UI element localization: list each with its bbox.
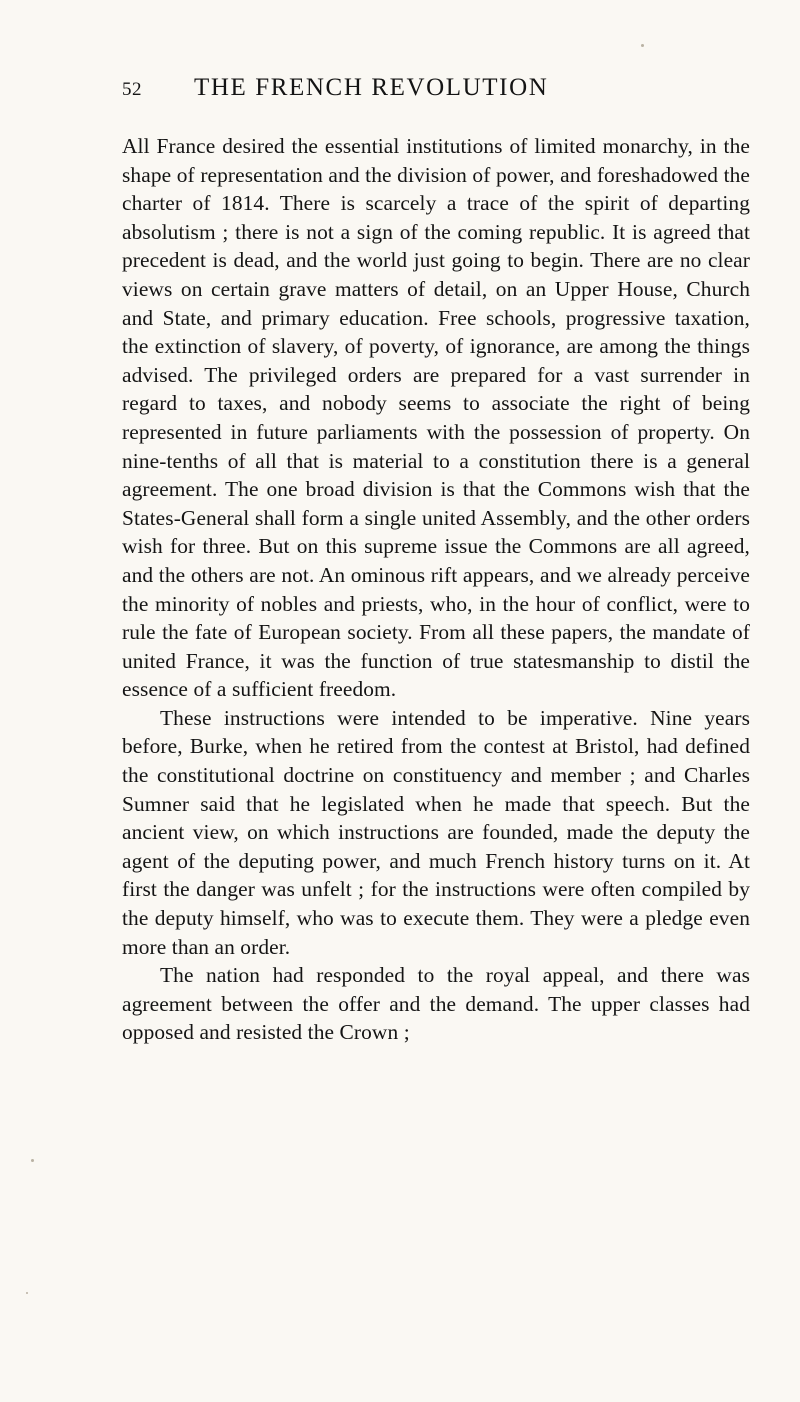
running-head: THE FRENCH REVOLUTION [194, 74, 549, 101]
page-header [122, 74, 750, 102]
paper-speck [641, 44, 644, 47]
body-paragraph: These instructions were intended to be imperative. Nine years before, Burke, when he retired from the contest at Bristol, had defined the constitutional doctrine on constituency and member ; and Charles Sumner said that he legislated when he made that speech. But the ancient view, on which instructions are founded, made the deputy the agent of the deputing power, and much French history turns on it. At first the danger was unfelt ; for the instructions were often compiled by the deputy himself, who was to execute them. They were a pledge even more than an order. [122, 705, 750, 959]
body-paragraph: The nation had responded to the royal appeal, and there was agreement between the offer and the demand. The upper classes had opposed and resisted the Crown ; [122, 963, 750, 1045]
paper-speck [31, 1159, 34, 1162]
body-paragraph: All France desired the essential institutions of limited monarchy, in the shape of representation and the division of power, and foreshadowed the charter of 1814. There is scarcely a trace of the spirit of departing absolutism ; there is not a sign of the coming republic. It is agreed that precedent is dead, and the world just going to begin. There are no clear views on certain grave matters of detail, on an Upper House, Church and State, and primary education. Free schools, progressive taxation, the extinction of slavery, of poverty, of ignorance, are among the things advised. The privileged orders are prepared for a vast surrender in regard to taxes, and nobody seems to associate the right of being represented in future parliaments with the possession of property. On nine-tenths of all that is material to a constitution there is a general agreement. The one broad division is that the Commons wish that the States-General shall form a single united Assembly, and the other orders wish for three. But on this supreme issue the Commons are all agreed, and the others are not. An ominous rift appears, and we already perceive the minority of nobles and priests, who, in the hour of conflict, were to rule the fate of European society. From all these papers, the mandate of united France, it was the function of true statesmanship to distil the essence of a sufficient freedom. [122, 134, 750, 702]
paper-speck [26, 1292, 28, 1294]
page-content [122, 74, 750, 1047]
page-number: 52 [122, 79, 142, 100]
